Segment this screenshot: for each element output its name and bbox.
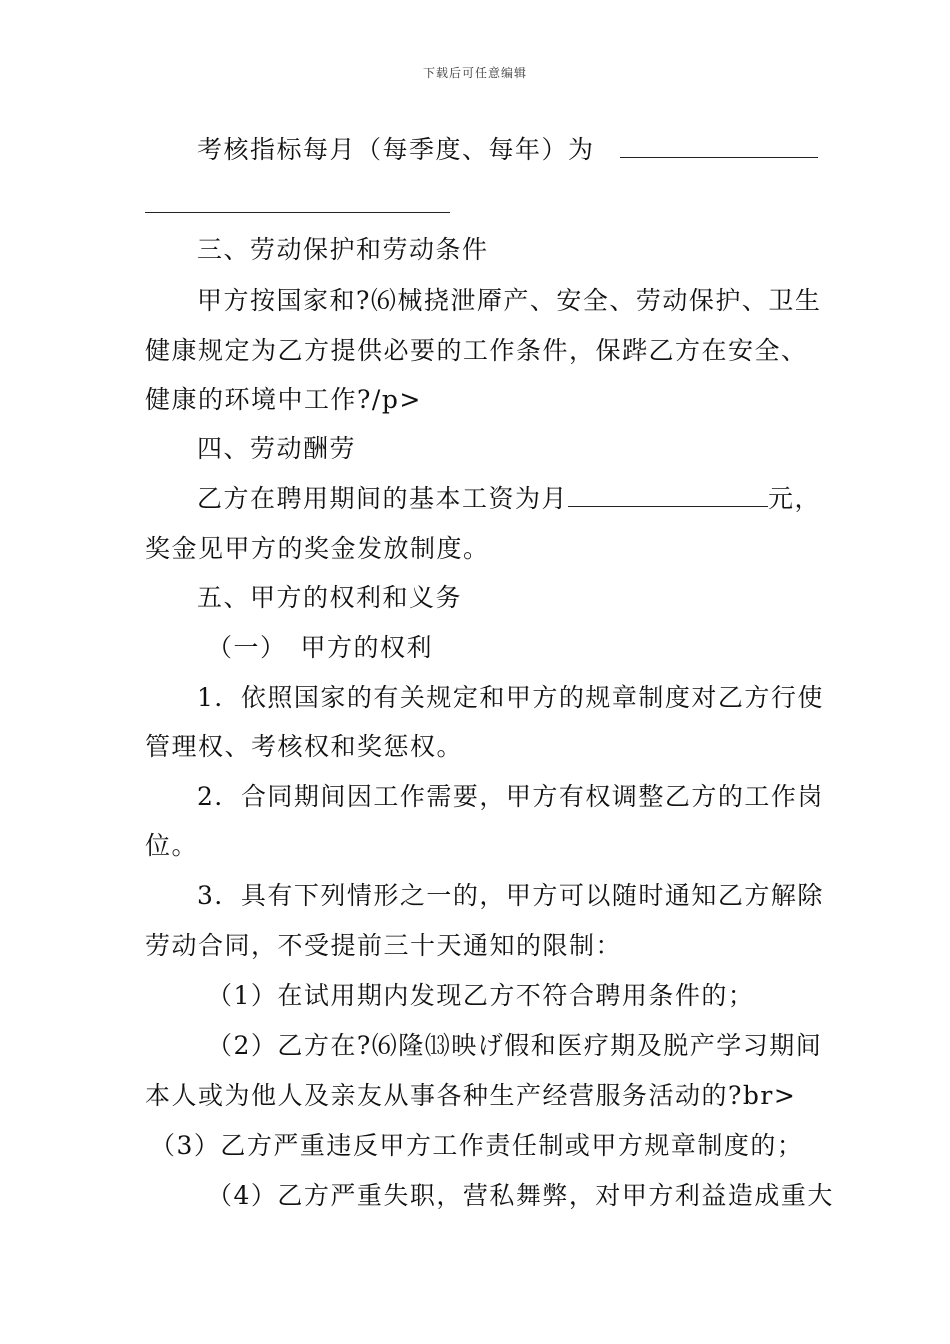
paragraph-line: 健康规定为乙方提供必要的工作条件，保跸乙方在安全、 (145, 336, 808, 365)
paragraph-line: 管理权、考核权和奖惩权。 (145, 732, 464, 761)
assessment-text: 考核指标每月（每季度、每年）为 (197, 135, 595, 164)
list-item: 1．依照国家的有关规定和甲方的规章制度对乙方行使 (197, 683, 824, 712)
paragraph-line: 健康的环境中工作?/p> (145, 385, 422, 414)
subsection-heading: （一） 甲方的权利 (207, 633, 434, 662)
paragraph-line: 奖金见甲方的奖金发放制度。 (145, 534, 490, 563)
sub-item: （2）乙方在?⑹隆⒀映げ假和医疗期及脱产学习期间 (207, 1031, 823, 1060)
section-three-heading: 三、劳动保护和劳动条件 (197, 235, 489, 264)
sub-item: （1）在试用期内发现乙方不符合聘用条件的； (207, 981, 755, 1010)
paragraph-line: 本人或为他人及亲友从事各种生产经营服务活动的?br> (145, 1081, 797, 1110)
section-four-heading: 四、劳动酬劳 (197, 434, 357, 463)
paragraph-line: 甲方按国家和?⑹械挠泄厣产、安全、劳动保护、卫生 (197, 286, 822, 315)
salary-line (197, 484, 821, 514)
page-header: 下载后可任意编辑 (422, 66, 527, 80)
salary-blank (568, 484, 768, 507)
assessment-blank-2 (145, 190, 450, 213)
assessment-blank-1 (620, 135, 818, 158)
section-five-heading: 五、甲方的权利和义务 (197, 583, 463, 612)
list-item: 2．合同期间因工作需要，甲方有权调整乙方的工作岗 (197, 782, 824, 811)
assessment-line (197, 135, 818, 165)
salary-text: 乙方在聘用期间的基本工资为月 (197, 484, 569, 513)
sub-item: （3）乙方严重违反甲方工作责任制或甲方规章制度的； (150, 1131, 804, 1160)
sub-item: （4）乙方严重失职，营私舞弊，对甲方利益造成重大 (207, 1181, 834, 1210)
salary-unit: 元， (768, 484, 822, 513)
paragraph-line: 位。 (145, 831, 199, 860)
list-item: 3．具有下列情形之一的，甲方可以随时通知乙方解除 (197, 881, 824, 910)
paragraph-line: 劳动合同，不受提前三十天通知的限制： (145, 931, 623, 960)
assessment-blank-line (145, 190, 450, 220)
